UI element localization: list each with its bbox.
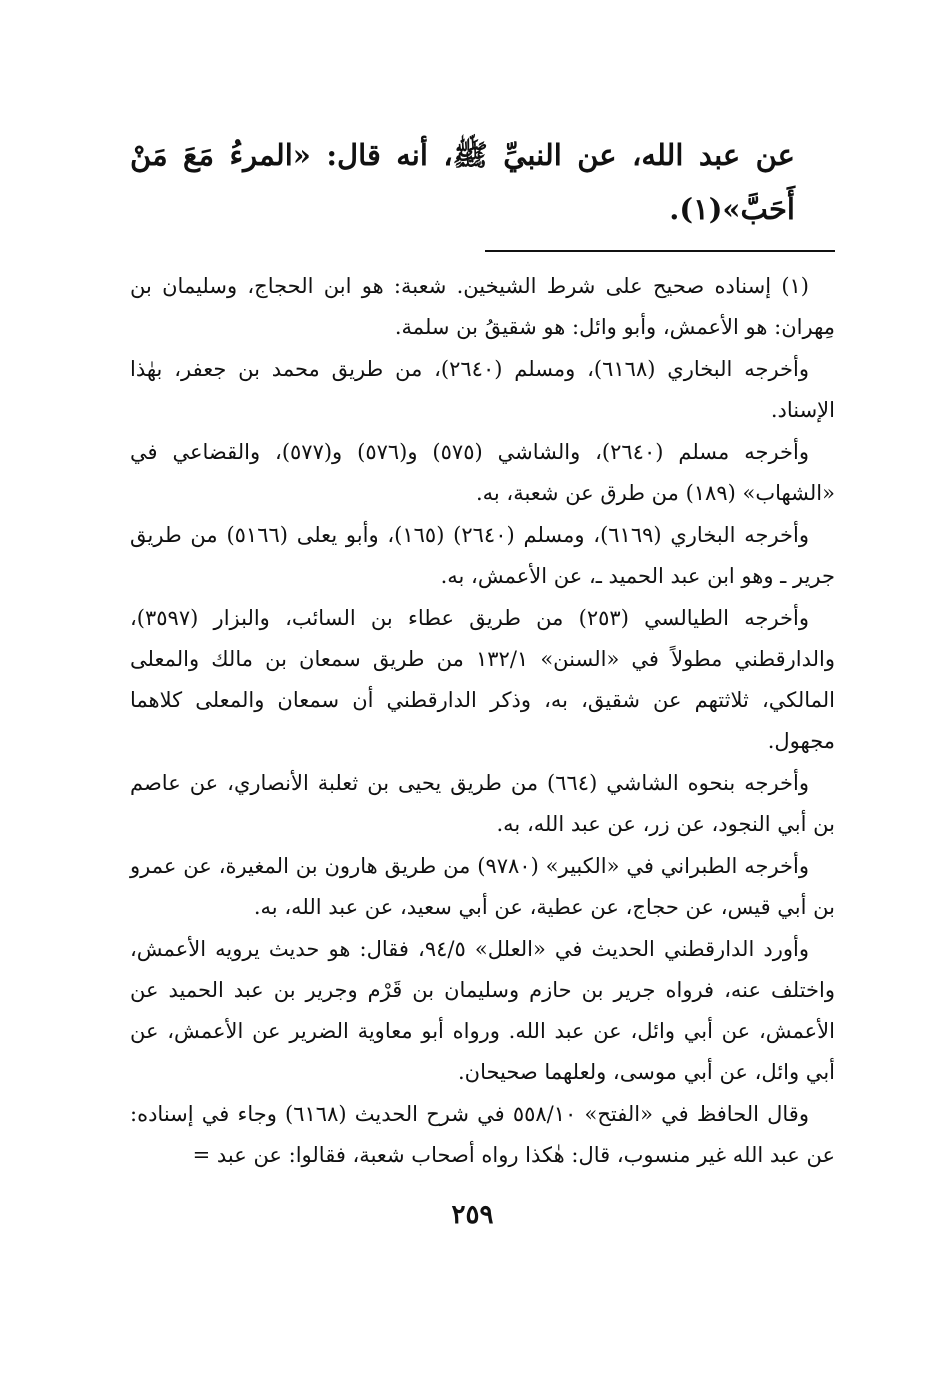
footnote-paragraph: وأخرجه البخاري (٦١٦٨)، ومسلم (٢٦٤٠)، من طريق محمد بن جعفر، بهٰذا الإسناد. [130, 357, 835, 422]
footnote-paragraph: وأخرجه الطيالسي (٢٥٣) من طريق عطاء بن السائب، والبزار (٣٥٩٧)، والدارقطني مطولاً في «السنن» ١٣٢/١ من طريق سمعان بن مالك والمعلى المالكي، ثلاثتهم عن شقيق، به، وذكر الدارقطني أن سمعان والمعلى كلاهما مجهول. [130, 606, 835, 753]
footnote-paragraph: وقال الحافظ في «الفتح» ٥٥٨/١٠ في شرح الحديث (٦١٦٨) وجاء في إسناده: عن عبد الله غير منسوب، قال: هٰكذا رواه أصحاب شعبة، فقالوا: عن عبد = [130, 1102, 835, 1167]
footnote-separator [485, 250, 835, 252]
footnotes [130, 266, 835, 1176]
footnote-paragraph: وأخرجه البخاري (٦١٦٩)، ومسلم (٢٦٤٠) (١٦٥)، وأبو يعلى (٥١٦٦) من طريق جرير ـ وهو ابن عبد الحميد ـ، عن الأعمش، به. [130, 523, 835, 588]
page-number: ٢٥٩ [451, 1200, 494, 1230]
main-hadith-text: عن عبد الله، عن النبيِّ ﷺ، أنه قال: «المرءُ مَعَ مَنْ أَحَبَّ»(١). [130, 138, 795, 226]
footnote-paragraph: وأخرجه الطبراني في «الكبير» (٩٧٨٠) من طريق هارون بن المغيرة، عن عمرو بن أبي قيس، عن حجاج، عن عطية، عن أبي سعيد، عن عبد الله، به. [130, 854, 835, 919]
footnote-paragraph: وأخرجه بنحوه الشاشي (٦٦٤) من طريق يحيى بن ثعلبة الأنصاري، عن عاصم بن أبي النجود، عن زر، عن عبد الله، به. [130, 771, 835, 836]
footnote-paragraph: وأورد الدارقطني الحديث في «العلل» ٩٤/٥، فقال: هو حديث يرويه الأعمش، واختلف عنه، فرواه جرير بن حازم وسليمان بن قَرْم وجرير بن عبد الحميد عن الأعمش، عن أبي وائل، عن عبد الله. ورواه أبو معاوية الضرير عن الأعمش، عن أبي وائل، عن أبي موسى، ولعلهما صحيحان. [130, 937, 835, 1084]
document-page [130, 128, 835, 1308]
footnote-paragraph: (١) إسناده صحيح على شرط الشيخين. شعبة: هو ابن الحجاج، وسليمان بن مِهران: هو الأعمش، وأبو وائل: هو شقيقُ بن سلمة. [130, 274, 835, 339]
footnote-paragraph: وأخرجه مسلم (٢٦٤٠)، والشاشي (٥٧٥) و(٥٧٦) و(٥٧٧)، والقضاعي في «الشهاب» (١٨٩) من طرق عن شعبة، به. [130, 440, 835, 505]
